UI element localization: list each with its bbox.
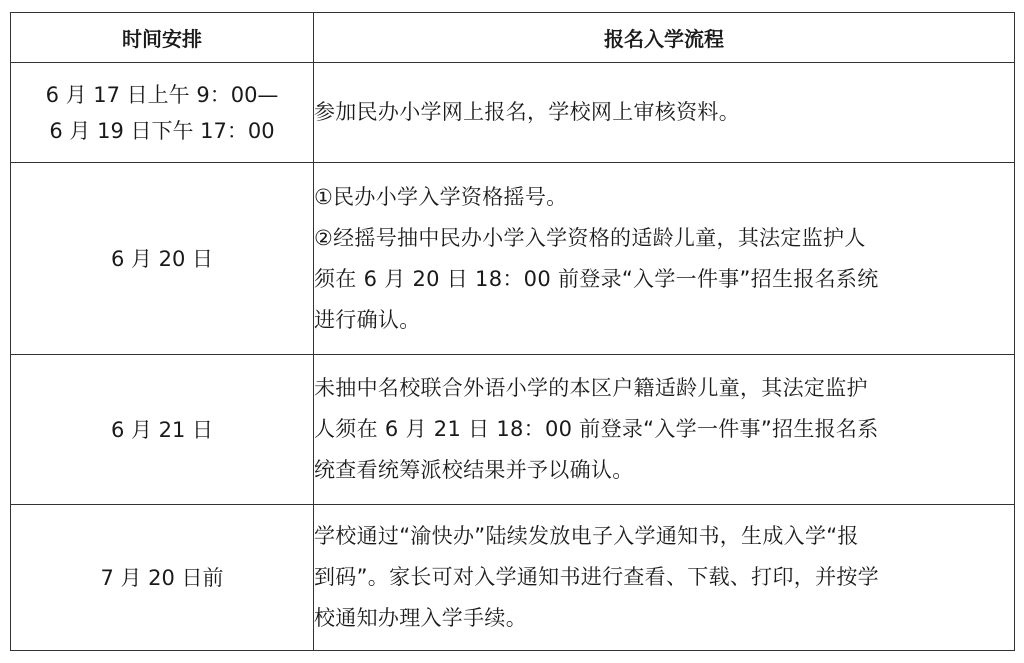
enrollment-schedule-table [10, 12, 1015, 651]
time-text: 7 月 20 日前 [100, 565, 224, 590]
time-cell [11, 505, 314, 651]
flow-text: 参加民办小学网上报名，学校网上审核资料。 [314, 100, 740, 124]
flow-text: 人须在 6 月 21 日 18：00 前登录“入学一件事”招生报名系 [314, 417, 879, 441]
table-row [11, 505, 1015, 651]
table-row [11, 163, 1015, 355]
flow-text: 校通知办理入学手续。 [314, 606, 527, 630]
flow-cell [314, 355, 1015, 505]
time-cell [11, 355, 314, 505]
time-cell [11, 63, 314, 163]
flow-cell [314, 163, 1015, 355]
header-time: 时间安排 [11, 13, 314, 63]
flow-text: 须在 6 月 20 日 18：00 前登录“入学一件事”招生报名系统 [314, 266, 879, 291]
flow-text: 到码”。家长可对入学通知书进行查看、下载、打印，并按学 [314, 565, 879, 589]
time-cell [11, 163, 314, 355]
flow-text: 学校通过“渝快办”陆续发放电子入学通知书，生成入学“报 [314, 524, 859, 548]
flow-cell [314, 63, 1015, 163]
header-flow: 报名入学流程 [314, 13, 1015, 63]
time-text: 6 月 20 日 [110, 246, 214, 271]
flow-text: ①民办小学入学资格摇号。 [314, 184, 568, 209]
table-header-row [11, 13, 1015, 63]
flow-text: ②经摇号抽中民办小学入学资格的适龄儿童，其法定监护人 [314, 225, 866, 250]
time-text: 6 月 19 日下午 17：00 [49, 118, 275, 143]
flow-text: 进行确认。 [314, 307, 421, 332]
table-row [11, 63, 1015, 163]
time-text: 6 月 17 日上午 9：00— [45, 82, 279, 107]
flow-text: 统查看统筹派校结果并予以确认。 [314, 458, 634, 482]
time-text: 6 月 21 日 [110, 417, 214, 442]
flow-cell [314, 505, 1015, 651]
flow-text: 未抽中名校联合外语小学的本区户籍适龄儿童，其法定监护 [314, 376, 868, 400]
table-row [11, 355, 1015, 505]
